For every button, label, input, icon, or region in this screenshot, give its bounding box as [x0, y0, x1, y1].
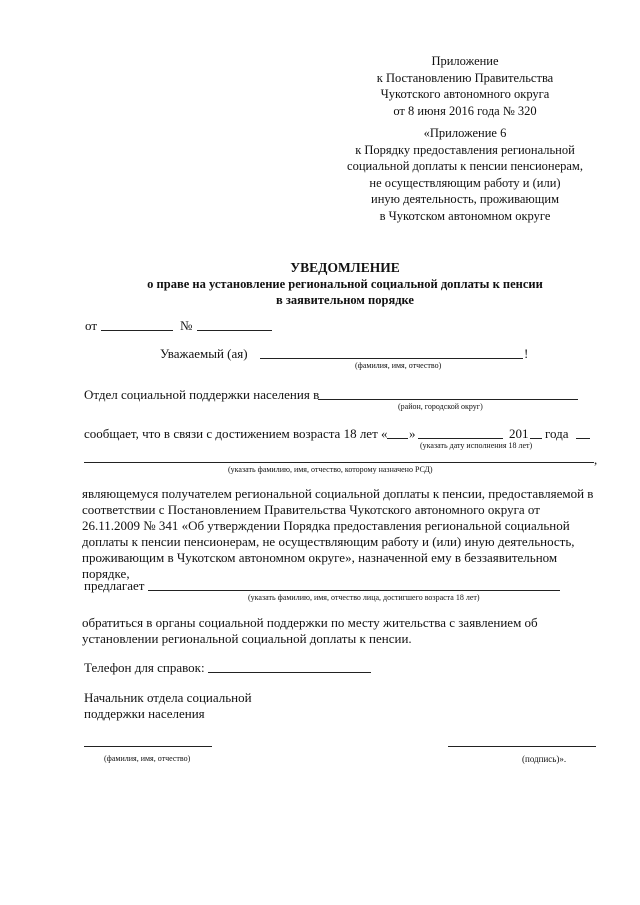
greeting-label: Уважаемый (ая) — [160, 346, 248, 361]
appendix-line: к Постановлению Правительства — [376, 70, 554, 85]
date-hint: (указать дату исполнения 18 лет) — [420, 441, 533, 450]
appendix-6-header — [330, 125, 600, 224]
proposes-name-field[interactable] — [148, 590, 560, 591]
signature-sign-hint: (подпись)». — [522, 754, 567, 764]
body-line: являющемуся получателем региональной социальной доплаты к пенсии, предоставляемой в — [82, 486, 594, 501]
year-prefix: 201 — [509, 426, 529, 441]
recipient-name-field[interactable] — [84, 462, 594, 463]
greeting-hint: (фамилия, имя, отчество) — [355, 361, 442, 370]
phone-field[interactable] — [208, 672, 371, 673]
number-field[interactable] — [197, 330, 272, 331]
title-subtitle: о праве на установление региональной социальной доплаты к пенсии — [147, 277, 543, 291]
appendix-line: не осуществляющим работу и (или) — [369, 175, 561, 190]
body-line: соответствии с Постановлением Правительства Чукотского автономного округа от — [82, 502, 540, 517]
appendix-line: от 8 июня 2016 года № 320 — [393, 103, 537, 118]
month-field[interactable] — [418, 438, 503, 439]
date-field[interactable] — [101, 330, 173, 331]
document-title — [80, 260, 610, 308]
body-line: 26.11.2009 № 341 «Об утверждении Порядка предоставления региональной социальной — [82, 518, 570, 533]
year-word: года — [545, 426, 569, 441]
from-label: от — [85, 318, 98, 333]
quote-close: » — [409, 426, 416, 441]
appendix-line: «Приложение 6 — [423, 126, 507, 140]
greeting-name-field[interactable] — [260, 358, 523, 359]
number-label: № — [180, 318, 193, 333]
greeting-exclamation: ! — [524, 346, 529, 361]
signature-title-line: Начальник отдела социальной — [84, 690, 252, 705]
day-field[interactable] — [387, 438, 408, 439]
phone-label: Телефон для справок: — [84, 660, 205, 675]
appendix-line: в Чукотском автономном округе — [379, 208, 551, 223]
recipient-comma: , — [594, 452, 598, 467]
signature-title-line: поддержки населения — [84, 706, 205, 721]
district-hint: (район, городской округ) — [398, 402, 483, 411]
year-field[interactable] — [530, 438, 542, 439]
signature-name-field[interactable] — [84, 746, 212, 747]
body-line: проживающим в Чукотском автономном округе», назначенной ему в беззаявительном — [82, 550, 558, 565]
apply-line: установлении региональной социальной доплаты к пенсии. — [82, 631, 412, 646]
recipient-hint: (указать фамилию, имя, отчество, которому назначено РСД) — [228, 465, 433, 474]
signature-sign-field[interactable] — [448, 746, 596, 747]
signature-title — [84, 690, 252, 722]
signature-name-hint: (фамилия, имя, отчество) — [104, 754, 191, 763]
appendix-line: Приложение — [431, 54, 499, 68]
apply-line: обратиться в органы социальной поддержки по месту жительства с заявлением об — [82, 615, 538, 630]
title-subtitle: в заявительном порядке — [276, 293, 414, 307]
appendix-line: социальной доплаты к пенсии пенсионерам, — [347, 159, 583, 173]
appendix-line: Чукотского автономного округа — [380, 87, 550, 101]
appendix-line: иную деятельность, проживающим — [371, 192, 559, 206]
proposes-label: предлагает — [84, 578, 145, 593]
apply-paragraph — [82, 615, 605, 647]
department-label: Отдел социальной поддержки населения в — [84, 387, 320, 402]
year-suffix-field[interactable] — [576, 438, 590, 439]
age-notice-label: сообщает, что в связи с достижением возраста 18 лет « — [84, 426, 388, 441]
appendix-header — [330, 53, 600, 119]
body-paragraph — [82, 486, 605, 582]
district-field[interactable] — [318, 399, 578, 400]
body-line: доплаты к пенсии пенсионерам, не осуществляющим работу и (или) иную деятельность, — [82, 534, 575, 549]
title-main: УВЕДОМЛЕНИЕ — [290, 260, 400, 275]
appendix-line: к Порядку предоставления региональной — [355, 142, 575, 157]
body-line: порядке, — [82, 566, 130, 581]
proposes-hint: (указать фамилию, имя, отчество лица, достигшего возраста 18 лет) — [248, 593, 480, 602]
